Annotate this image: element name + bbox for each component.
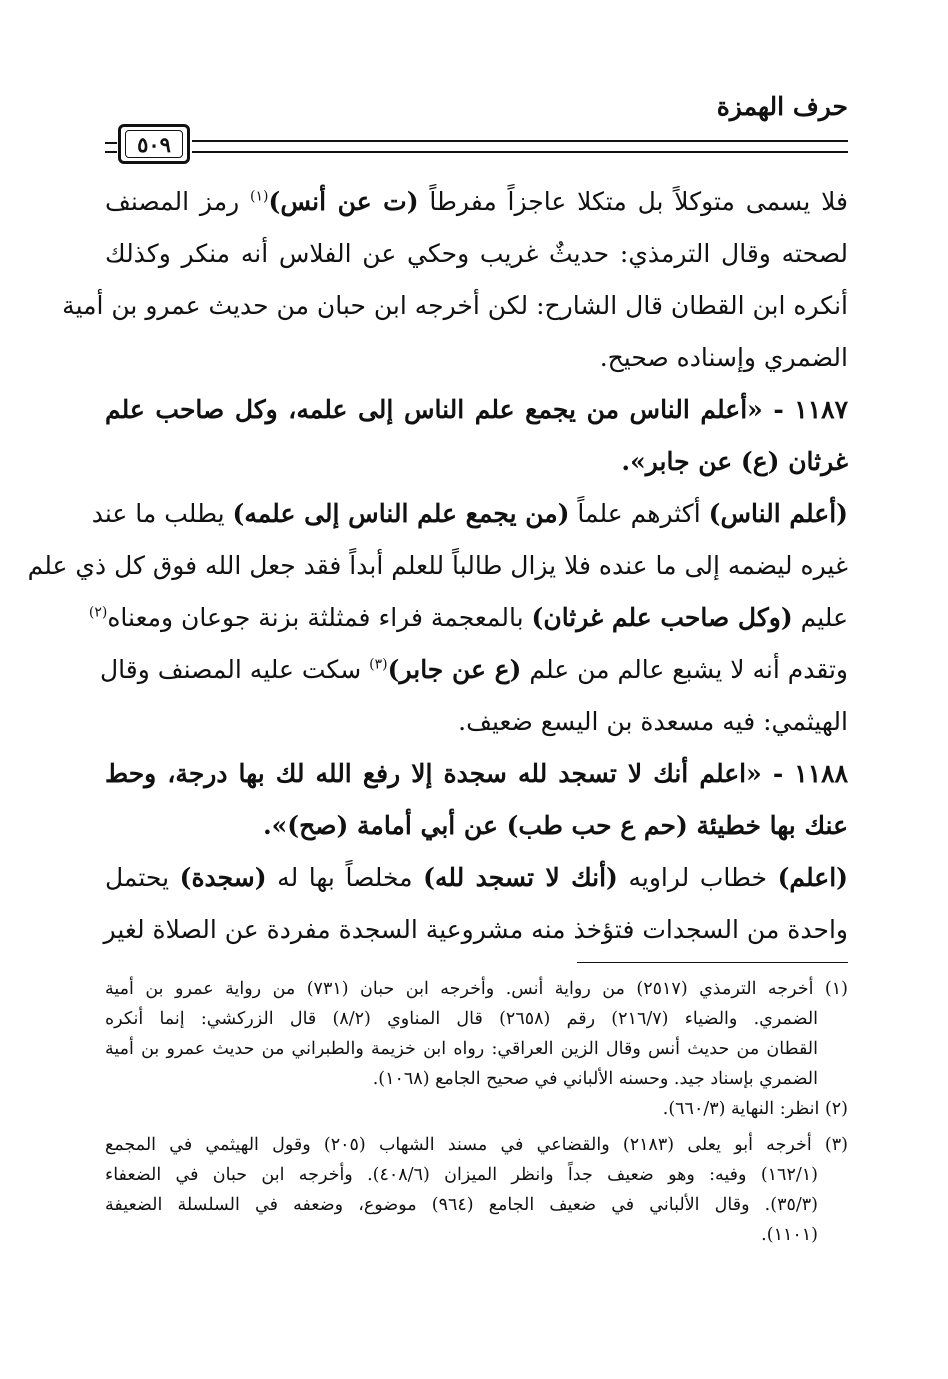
hadith-1188-line: عنك بها خطيئة (حم ع حب طب) عن أبي أمامة (صح)». [262, 811, 848, 840]
text-line: أنكره ابن القطان قال الشارح: لكن أخرجه ابن حبان من حديث عمرو بن أمية [62, 291, 848, 320]
bold-term: (وكل صاحب علم غرثان) [531, 603, 793, 632]
text-line [99, 644, 848, 696]
bold-term: (اعلم) [777, 863, 848, 892]
main-text [27, 176, 848, 956]
footnote-1-cont: القطان من حديث أنس وقال الزين العراقي: رواه ابن خزيمة والطبراني من حديث عمرو بن أمية [105, 1039, 818, 1059]
text-line: الهيثمي: فيه مسعدة بن اليسع ضعيف. [458, 707, 848, 736]
text-run: بالمعجمة فراء فمثلثة بزنة جوعان ومعناه [107, 603, 532, 632]
text-line [105, 176, 848, 228]
footnote-marker: (١) [250, 188, 269, 205]
bold-term: (سجدة) [179, 863, 267, 892]
text-line: واحدة من السجدات فتؤخذ منه مشروعية السجدة مفردة عن الصلاة لغير [103, 915, 848, 944]
header-double-rule [192, 140, 848, 153]
footnote-3-cont: (١٦٢/١) وفيه: وهو ضعيف جداً وانظر الميزان (٤٠٨/٦). وأخرجه ابن حبان في الضعفاء [105, 1165, 818, 1185]
chapter-title: حرف الهمزة [716, 92, 848, 121]
footnote-3-cont: (١١٠١). [761, 1225, 818, 1245]
footnote-separator [577, 962, 848, 963]
text-run: أكثرهم علماً [569, 499, 709, 528]
text-line: لصحته وقال الترمذي: حديثٌ غريب وحكي عن الفلاس أنه منكر وكذلك [105, 239, 848, 268]
text-run: يطلب ما عند [91, 499, 233, 528]
text-run: خطاب لراويه [617, 863, 778, 892]
footnote-1: (١) أخرجه الترمذي (٢٥١٧) من رواية أنس. وأخرجه ابن حبان (٧٣١) من رواية عمرو بن أمية [105, 979, 848, 999]
hadith-1187-line: ١١٨٧ - «أعلم الناس من يجمع علم الناس إلى علمه، وكل صاحب علم [105, 395, 848, 424]
footnote-2: (٢) انظر: النهاية (٦٦٠/٣). [662, 1099, 848, 1119]
text-run: فلا يسمى متوكلاً بل متكلا عاجزاً مفرطاً [418, 187, 848, 216]
text-line [88, 592, 848, 644]
page-number-frame [118, 124, 190, 164]
text-run: يحتمل [105, 863, 180, 892]
page-number: ٥٠٩ [125, 130, 183, 158]
text-line: غيره ليضمه إلى ما عنده فلا يزال طالباً للعلم أبداً فقد جعل الله فوق كل ذي علم [27, 551, 848, 580]
text-line [105, 852, 848, 904]
text-run: عليم [792, 603, 848, 632]
bold-reference: (ت عن أنس) [268, 187, 419, 216]
text-run: مخلصاً بها له [266, 863, 424, 892]
footnotes [105, 974, 848, 1250]
footnote-1-cont: الضمري بإسناد جيد. وحسنه الألباني في صحيح الجامع (١٠٦٨). [372, 1069, 818, 1089]
footnote-marker: (٣) [369, 656, 388, 673]
text-line: الضمري وإسناده صحيح. [599, 343, 848, 372]
bold-term: (أنك لا تسجد لله) [423, 863, 618, 892]
text-run: رمز المصنف [105, 187, 251, 216]
bold-term: (أعلم الناس) [708, 499, 848, 528]
bold-term: (من يجمع علم الناس إلى علمه) [232, 499, 570, 528]
hadith-1188-line: ١١٨٨ - «اعلم أنك لا تسجد لله سجدة إلا رفع الله لك بها درجة، وحط [105, 759, 848, 788]
footnote-1-cont: الضمري. والضياء (٢١٦/٧) رقم (٢٦٥٨) قال المناوي (٨/٢) قال الزركشي: إنما أنكره [105, 1009, 819, 1029]
text-line [91, 488, 848, 540]
footnote-3: (٣) أخرجه أبو يعلى (٢١٨٣) والقضاعي في مسند الشهاب (٢٠٥) وقول الهيثمي في المجمع [105, 1135, 848, 1155]
hadith-1187-line: غرثان (ع) عن جابر». [621, 447, 848, 476]
footnote-3-cont: (٣٥/٣). وقال الألباني في ضعيف الجامع (٩٦٤) موضوع، وضعفه في السلسلة الضعيفة [105, 1195, 818, 1215]
text-run: سكت عليه المصنف وقال [99, 655, 370, 684]
text-run: وتقدم أنه لا يشبع عالم من علم [521, 655, 848, 684]
footnote-marker: (٢) [88, 604, 108, 621]
header-rule-end [105, 142, 117, 153]
bold-reference: (ع عن جابر) [387, 655, 522, 684]
